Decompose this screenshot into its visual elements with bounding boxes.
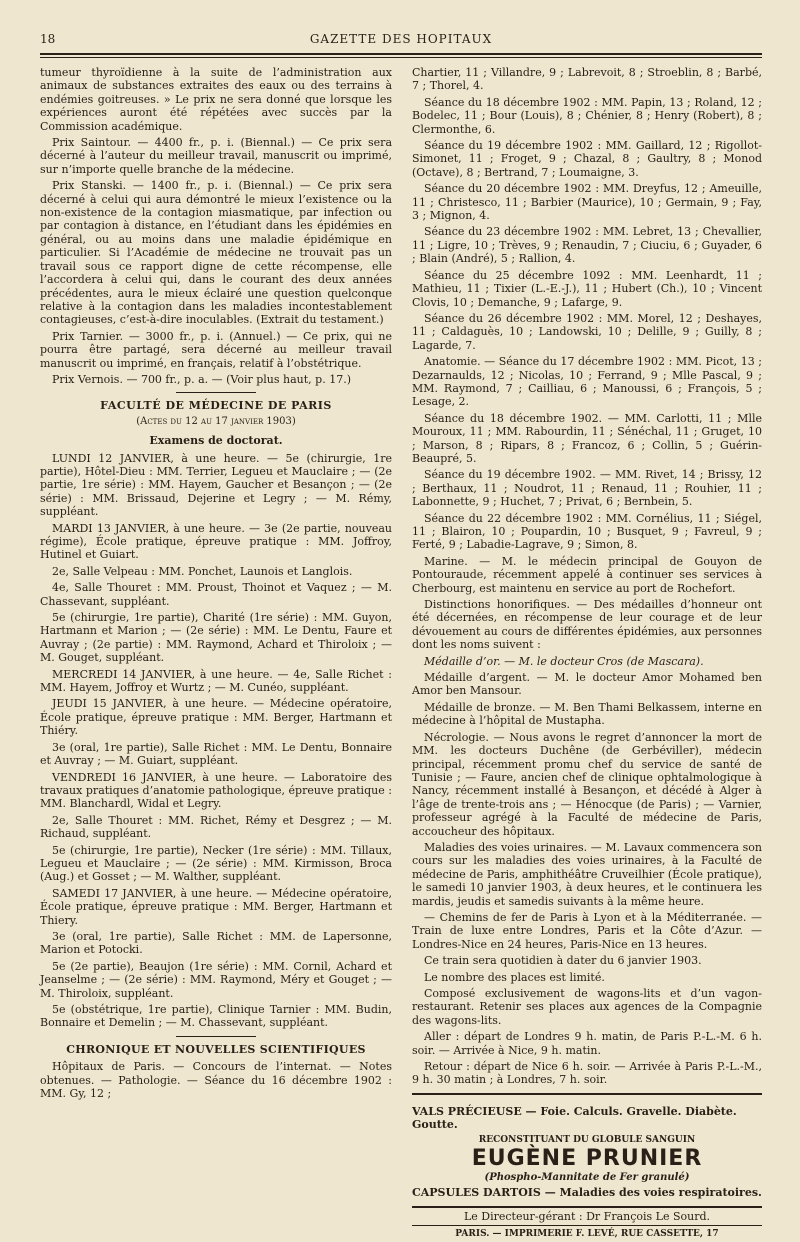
examens-heading: Examens de doctorat.	[149, 434, 283, 448]
ad-vals: VALS PRÉCIEUSE — Foie. Calculs. Gravelle. Diabète. Goutte.	[412, 1104, 737, 1132]
exam-entry: 4e, Salle Thouret : MM. Proust, Thoinot et Vaquez ; — M. Chassevant, suppléant.	[40, 581, 392, 608]
hopitaux-paragraph: Hôpitaux de Paris. — Concours de l’internat. — Notes obtenues. — Pathologie. — Séance du 16 décembre 1902 : MM. Gy, 12 ;	[40, 1060, 392, 1101]
page-number: 18	[40, 32, 56, 46]
results-paragraph: Anatomie. — Séance du 17 décembre 1902 : MM. Picot, 13 ; Dezarnaulds, 12 ; Nicolas, 10 ; Ferrand, 9 ; Mlle Pascal, 9 ; MM. Raymond, 7 ; Cailliau, 6 ; Manoussi, 6 ; François, 5 ; Lesage, 2.	[412, 355, 762, 409]
prix-saintour: Prix Saintour. — 4400 fr., p. i. (Biennal.) — Ce prix sera décerné à l’auteur du meilleur travail, manuscrit ou imprimé, sur n’importe quelle branche de la médecine.	[40, 136, 392, 176]
ad-rule	[412, 1093, 762, 1095]
results-paragraph: Séance du 22 décembre 1902 : MM. Cornélius, 11 ; Siégel, 11 ; Blairon, 10 ; Poupardin, 10 ; Busquet, 9 ; Favreul, 9 ; Ferté, 9 ; Labadie-Lagrave, 9 ; Simon, 8.	[412, 511, 762, 552]
directeur-gerant: Le Directeur-gérant : Dr François Le Sourd.	[463, 1209, 711, 1223]
results-paragraph: Séance du 23 décembre 1902 : MM. Lebret, 13 ; Chevallier, 11 ; Ligre, 10 ; Trèves, 9 ; Renaudin, 7 ; Ciuciu, 6 ; Guyader, 6 ; Blain (André), 5 ; Rallion, 4.	[412, 225, 762, 266]
results-paragraph: Séance du 25 décembre 1092 : MM. Leenhardt, 11 ; Mathieu, 11 ; Tixier (L.-E.-J.), 11 ; Hubert (Ch.), 10 ; Vincent Clovis, 10 ; Demanche, 9 ; Lafarge, 9.	[412, 268, 762, 309]
exam-entry: 3e (oral, 1re partie), Salle Richet : MM. Le Dentu, Bonnaire et Auvray ; — M. Guiart, suppléant.	[40, 740, 392, 768]
exam-entry: MERCREDI 14 JANVIER, à une heure. — 4e, Salle Richet : MM. Hayem, Joffroy et Wurtz ; — M. Cunéo, suppléant.	[40, 667, 392, 695]
results-paragraph: Séance du 18 décembre 1902 : MM. Papin, 13 ; Roland, 12 ; Bodelec, 11 ; Bour (Louis), 8 ; Chénier, 8 ; Henry (Robert), 8 ; Clermonthe, 6.	[412, 95, 762, 136]
ad-brand: EUGÈNE PRUNIER	[471, 1146, 703, 1172]
exam-entry: 5e (obstétrique, 1re partie), Clinique Tarnier : MM. Budin, Bonnaire et Demelin ; — M. Chassevant, suppléant.	[40, 1003, 392, 1030]
footer-rule	[412, 1206, 762, 1208]
train-paragraph: Retour : départ de Nice 6 h. soir. — Arrivée à Paris P.-L.-M., 9 h. 30 matin ; à Londres, 7 h. soir.	[412, 1060, 762, 1087]
prix-stanski: Prix Stanski. — 1400 fr., p. i. (Biennal.) — Ce prix sera décerné à celui qui aura démontré le mieux l’existence ou la non-existence de la contagion miasmatique, par infection ou par contagion à distance, en l’étudiant dans les épidémies en général, ou au moins dans une maladie épidémique en particulier. Si l’Académie de médecine ne trouvait pas un travail sous ce rapport digne de cette récompense, elle l’accordera à celui qui, dans le courant des deux années précédentes, aura le mieux éclairé une question quelconque relative à la contagion dans les maladies incontestablement contagieuses, c’est-à-dire inoculables. (Extrait du testament.)	[40, 179, 392, 327]
exam-entry: 2e, Salle Thouret : MM. Richet, Rémy et Desgrez ; — M. Richaud, suppléant.	[40, 813, 392, 841]
medaille-bronze: Médaille de bronze. — M. Ben Thami Belkassem, interne en médecine à l’hôpital de Mustapha.	[412, 700, 762, 728]
section-divider	[176, 1036, 256, 1037]
train-paragraph: Le nombre des places est limité.	[424, 970, 605, 984]
advertisement	[412, 1105, 762, 1200]
faculte-heading: FACULTÉ DE MÉDECINE DE PARIS	[100, 399, 332, 413]
voies-urinaires-paragraph: Maladies des voies urinaires. — M. Lavaux commencera son cours sur les maladies des voies urinaires, à la Faculté de médecine de Paris, amphithéâtre Cruveilhier (École pratique), le samedi 10 janvier 1903, à deux heures, et le continuera les mardis, jeudis et samedis suivants à la même heure.	[412, 840, 762, 908]
exam-entry: SAMEDI 17 JANVIER, à une heure. — Médecine opératoire, École pratique, épreuve pratique : MM. Berger, Hartmann et Thiery.	[40, 886, 392, 927]
exam-entry: VENDREDI 16 JANVIER, à une heure. — Laboratoire des travaux pratiques d’anatomie pathologique, épreuve pratique : MM. Blanchardl, Widal et Legry.	[40, 770, 392, 811]
necrologie-paragraph: Nécrologie. — Nous avons le regret d’annoncer la mort de MM. les docteurs Duchêne (de Gerbéviller), médecin principal, récemment promu chef du service de santé de Tunisie ; — Faure, ancien chef de clinique ophtalmologique à Nancy, récemment installé à Besançon, et décédé à Alger à l’âge de trente-trois ans ; — Hénocque (de Paris) ; — Varnier, professeur agrégé à la Faculté de médecine de Paris, accoucheur des hôpitaux.	[412, 730, 762, 838]
results-paragraph: Séance du 19 décembre 1902 : MM. Gaillard, 12 ; Rigollot-Simonet, 11 ; Froget, 9 ; Chazal, 8 ; Gaultry, 8 ; Monod (Octave), 8 ; Bertrand, 7 ; Loumaigne, 3.	[412, 139, 762, 179]
ad-capsules: CAPSULES DARTOIS — Maladies des voies respiratoires.	[412, 1186, 762, 1200]
train-paragraph: Composé exclusivement de wagons-lits et d’un vagon-restaurant. Retenir ses places aux agences de la Compagnie des wagons-lits.	[412, 987, 762, 1027]
section-divider	[176, 392, 256, 393]
results-paragraph: Séance du 26 décembre 1902 : MM. Morel, 12 ; Deshayes, 11 ; Caldaguès, 10 ; Landowski, 10 ; Delille, 9 ; Guilly, 8 ; Lagarde, 7.	[412, 311, 762, 352]
train-paragraph: Ce train sera quotidien à dater du 6 janvier 1903.	[424, 954, 702, 968]
prix-tarnier: Prix Tarnier. — 3000 fr., p. i. (Annuel.) — Ce prix, qui ne pourra être partagé, sera décerné au meilleur travail manuscrit ou imprimé, en français, relatif à l’obstétrique.	[40, 329, 392, 370]
page-title: GAZETTE DES HOPITAUX	[309, 32, 493, 46]
medaille-or: Médaille d’or. — M. le docteur Cros (de Mascara).	[424, 654, 704, 668]
marine-paragraph: Marine. — M. le médecin principal de Gouyon de Pontouraude, récemment appelé à continuer ses services à Cherbourg, est maintenu en service au port de Rochefort.	[412, 554, 762, 595]
distinctions-paragraph: Distinctions honorifiques. — Des médailles d’honneur ont été décernées, en récompense de leur courage et de leur dévouement au cours de différentes épidémies, aux personnes dont les noms suivent :	[412, 598, 762, 652]
left-column	[40, 66, 392, 1103]
header-rule	[40, 53, 762, 58]
exam-entry: JEUDI 15 JANVIER, à une heure. — Médecine opératoire, École pratique, épreuve pratique : MM. Berger, Hartmann et Thiéry.	[40, 697, 392, 738]
ad-reconstituant: RECONSTITUANT DU GLOBULE SANGUIN	[478, 1134, 696, 1145]
intro-paragraph: tumeur thyroïdienne à la suite de l’administration aux animaux de substances extraites des eaux ou des terrains à endémies goitreuses. » Le prix ne sera donné que lorsque les expériences auront été répétées avec succès par la Commission académique.	[40, 66, 392, 133]
results-paragraph: Séance du 20 décembre 1902 : MM. Dreyfus, 12 ; Ameuille, 11 ; Christesco, 11 ; Barbier (Maurice), 10 ; Germain, 9 ; Fay, 3 ; Mignon, 4.	[412, 182, 762, 223]
medaille-argent: Médaille d’argent. — M. le docteur Amor Mohamed ben Amor ben Mansour.	[412, 671, 762, 698]
chronique-heading: CHRONIQUE ET NOUVELLES SCIENTIFIQUES	[66, 1042, 366, 1056]
exam-entry: 5e (chirurgie, 1re partie), Necker (1re série) : MM. Tillaux, Legueu et Mauclaire ; — (2e série) : MM. Kirmisson, Broca (Aug.) et Gosset ; — M. Walther, suppléant.	[40, 843, 392, 884]
exam-entry: 3e (oral, 1re partie), Salle Richet : MM. de Lapersonne, Marion et Potocki.	[40, 929, 392, 957]
results-paragraph: Chartier, 11 ; Villandre, 9 ; Labrevoit, 8 ; Stroeblin, 8 ; Barbé, 7 ; Thorel, 4.	[412, 66, 762, 93]
results-paragraph: Séance du 18 décembre 1902. — MM. Carlotti, 11 ; Mlle Mouroux, 11 ; MM. Rabourdin, 11 ; Sénéchal, 11 ; Gruget, 10 ; Marson, 8 ; Ripars, 8 ; Francoz, 6 ; Collin, 5 ; Guérin-Beaupré, 5.	[412, 411, 762, 465]
prix-vernois: Prix Vernois. — 700 fr., p. a. — (Voir plus haut, p. 17.)	[52, 372, 351, 386]
right-column	[412, 66, 762, 1242]
exam-entry: LUNDI 12 JANVIER, à une heure. — 5e (chirurgie, 1re partie), Hôtel-Dieu : MM. Terrier, Legueu et Mauclaire ; — (2e partie, 1re série) : MM. Hayem, Gaucher et Besançon ; — (2e série) : MM. Brissaud, Dejerine et Legry ; — M. Rémy, suppléant.	[40, 451, 392, 519]
exam-entry: MARDI 13 JANVIER, à une heure. — 3e (2e partie, nouveau régime), École pratique, épreuve pratique : MM. Joffroy, Hutinel et Guiart.	[40, 521, 392, 562]
exam-entry: 2e, Salle Velpeau : MM. Ponchet, Launois et Langlois.	[52, 564, 353, 578]
exam-entry: 5e (2e partie), Beaujon (1re série) : MM. Cornil, Achard et Jeanselme ; — (2e série) : MM. Raymond, Méry et Gouget ; — M. Thiroloix, suppléant.	[40, 959, 392, 1000]
train-paragraph: Aller : départ de Londres 9 h. matin, de Paris P.-L.-M. 6 h. soir. — Arrivée à Nice, 9 h. matin.	[412, 1030, 762, 1057]
exam-entry: 5e (chirurgie, 1re partie), Charité (1re série) : MM. Guyon, Hartmann et Marion ; — (2e série) : MM. Le Dentu, Faure et Auvray ; (2e partie) : MM. Raymond, Achard et Thiroloix ; — M. Gouget, suppléant.	[40, 611, 392, 665]
results-paragraph: Séance du 19 décembre 1902. — MM. Rivet, 14 ; Brissy, 12 ; Berthaux, 11 ; Noudrot, 11 ; Renaud, 11 ; Rouhier, 11 ; Labonnette, 9 ; Huchet, 7 ; Privat, 6 ; Bernbein, 5.	[412, 468, 762, 509]
chemins-de-fer-paragraph: — Chemins de fer de Paris à Lyon et à la Méditerranée. — Train de luxe entre Londres, Paris et la Côte d’Azur. — Londres-Nice en 24 heures, Paris-Nice en 13 heures.	[412, 910, 762, 951]
imprimerie: PARIS. — IMPRIMERIE F. LEVÉ, RUE CASSETTE, 17	[412, 1225, 762, 1241]
ad-phospho: (Phospho-Mannitate de Fer granulé)	[484, 1172, 690, 1184]
faculte-subheading: (Actes du 12 au 17 janvier 1903)	[136, 415, 296, 427]
page-header	[40, 30, 762, 50]
